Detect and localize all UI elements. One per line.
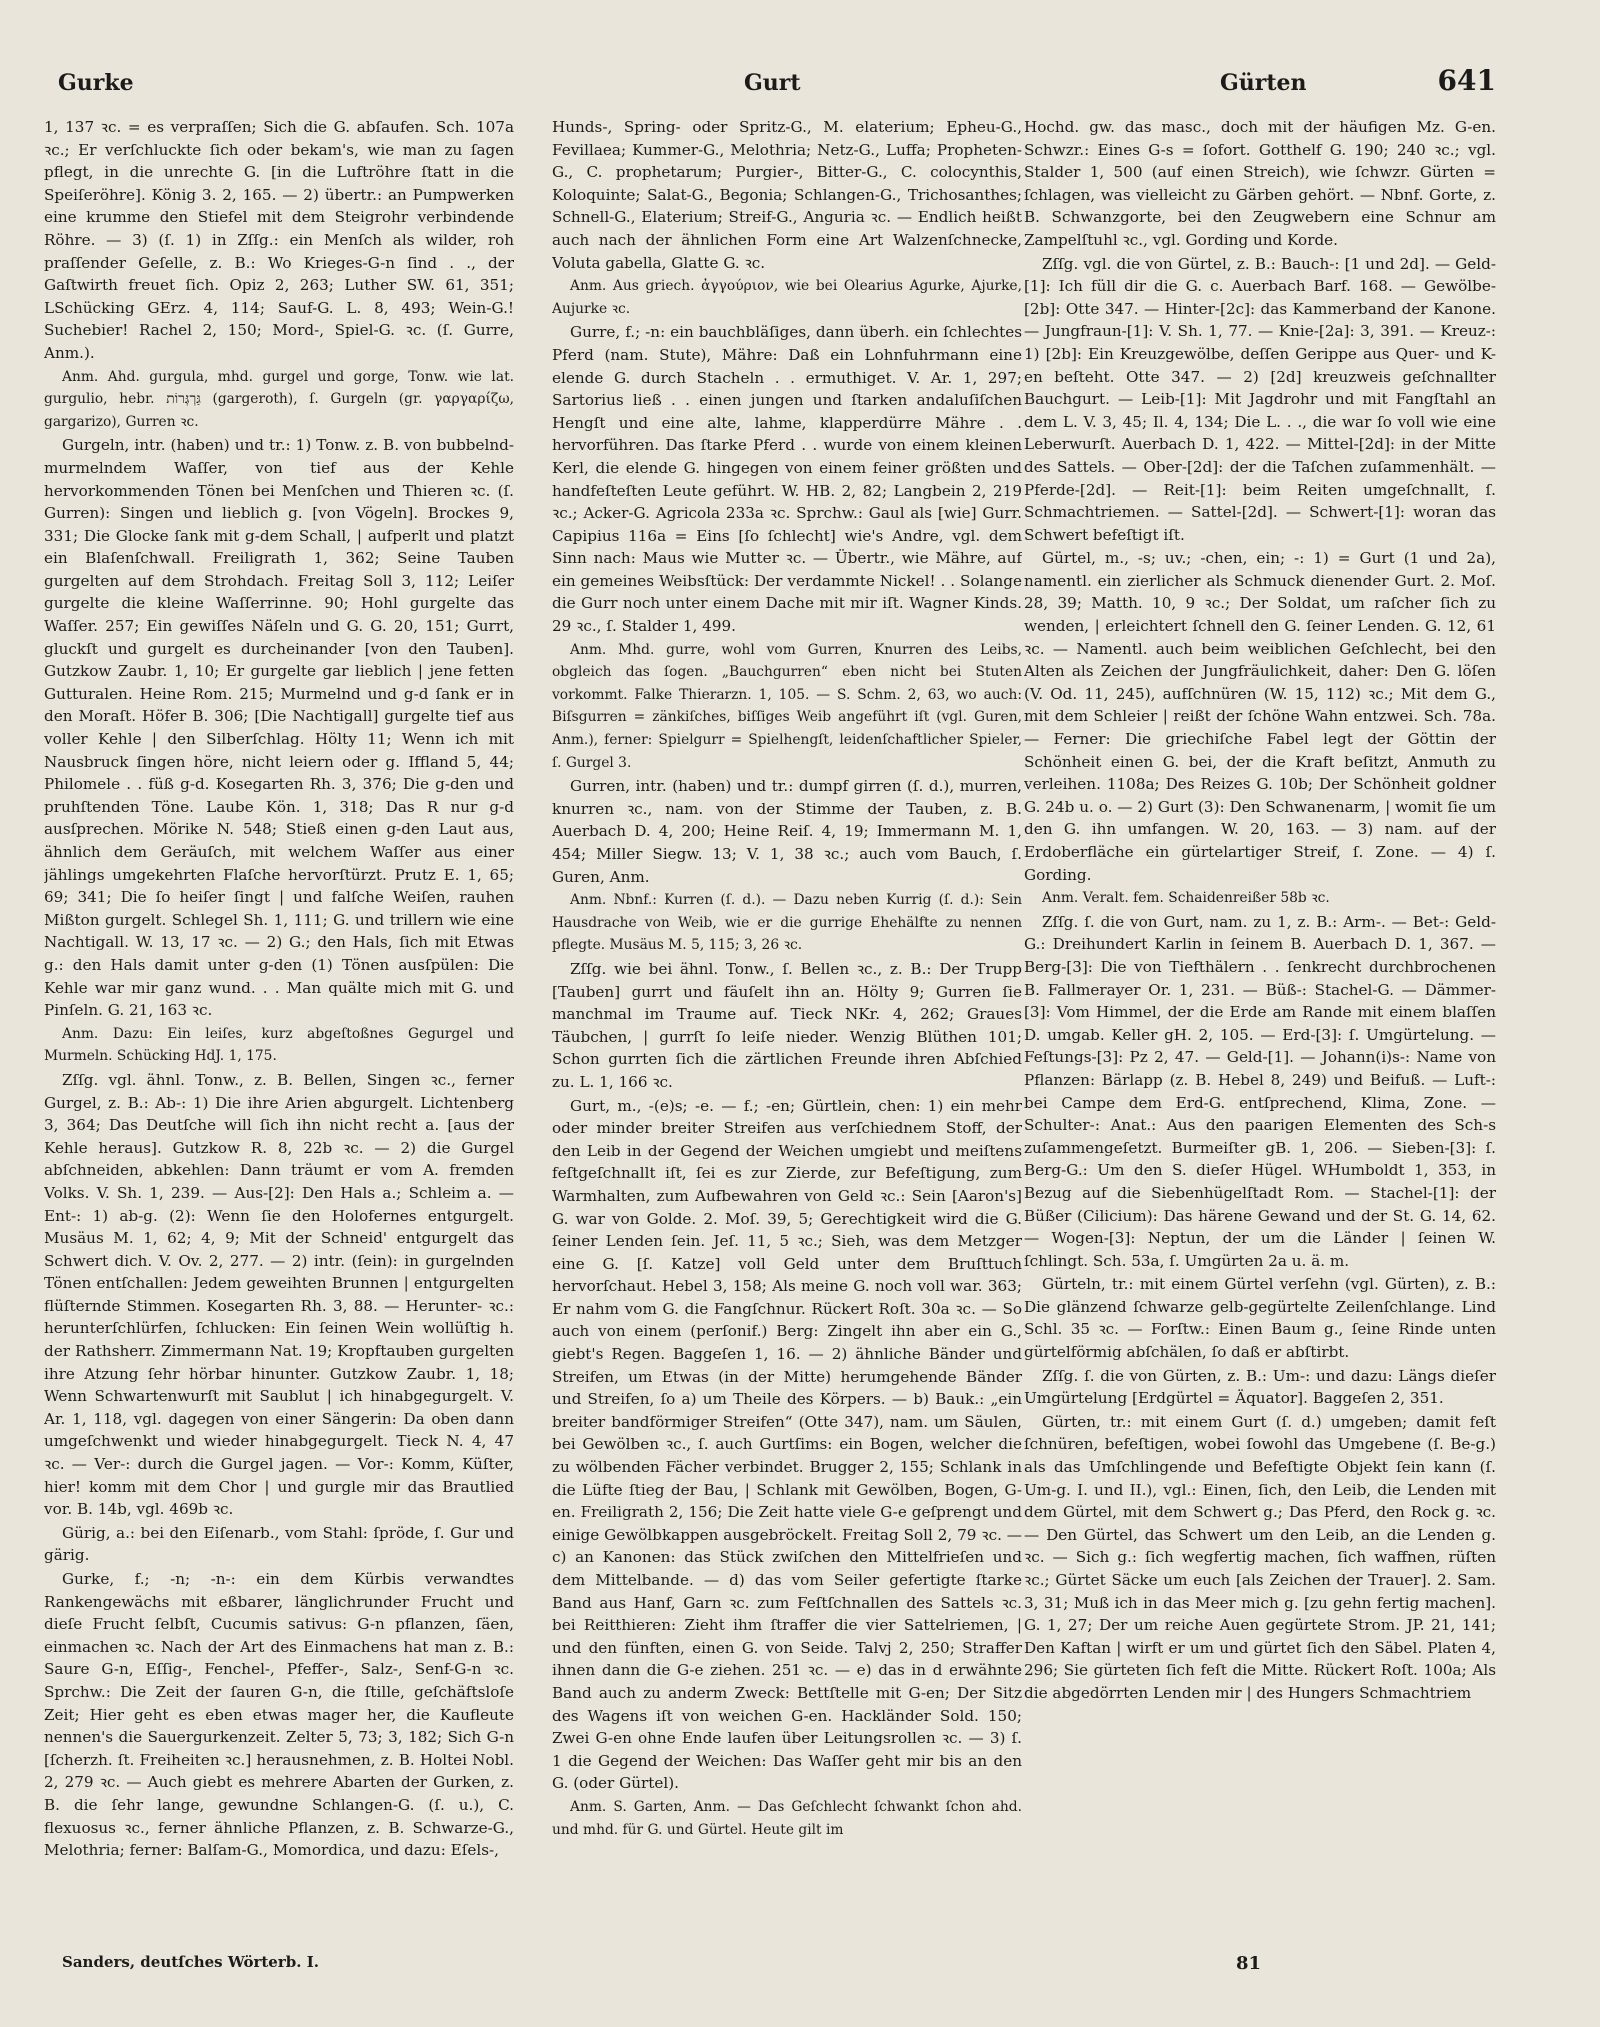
note-paragraph: Anm. Ahd. gurgula, mhd. gurgel und gorge, Tonw. wie lat. gurgulio, hebr. גַּרְגְּרוֹת (gargeroth), ſ. Gurgeln (gr. γαργαρίζω, gargarizo), Gurren ꝛc. bbox=[44, 368, 514, 430]
text-column-middle bbox=[552, 116, 1022, 1931]
dictionary-entry: Zſſg. vgl. ähnl. Tonw., z. B. Bellen, Singen ꝛc., ferner Gurgel, z. B.: Ab-: 1) Die ihre Arien abgurgelt. Lichtenberg 3, 364; Das Deutſche will ſich ihn nicht recht a. [aus der Kehle heraus]. Gutzkow R. 8, 22b ꝛc. — 2) die Gurgel abſchneiden, abkehlen: Dann träumt er vom A. fremden Volks. V. Sh. 1, 239. — Aus-[2]: Den Hals a.; Schleim a. — Ent-: 1) ab-g. (2): Wenn ſie den Holofernes entgurgelt. Musäus M. 1, 62; 4, 9; Mit der Schneid' entgurgelt das Schwert dich. V. Ov. 2, 277. — 2) intr. (ſein): in gurgelnden Tönen entſchallen: Jedem geweihten Brunnen | entgurgelten flüſternde Stimmen. Kosegarten Rh. 3, 88. — Herunter- ꝛc.: herunterſchlürfen, ſchlucken: Ein ſeinen Wein wollüſtig h. der Rathsherr. Zimmermann Nat. 19; Kropftauben gurgelten ihre Atzung ſehr hörbar hinunter. Gutzkow Zaubr. 1, 18; Wenn Schwartenwurſt mit Saublut | ich hinabgegurgelt. V. Ar. 1, 118, vgl. dagegen von einer Sängerin: Da oben dann umgeſchwenkt und wieder hinabgegurgelt. Tieck N. 4, 47 ꝛc. — Ver-: durch die Gurgel jagen. — Vor-: Komm, Küſter, hier! komm mit dem Chor | und gurgle mir das Brautlied vor. B. 14b, vgl. 469b ꝛc. bbox=[44, 1070, 514, 1519]
footer-publication: Sanders, deutſches Wörterb. I. bbox=[62, 1953, 319, 1971]
dictionary-entry: Zſſg. ſ. die von Gurt, nam. zu 1, z. B.: Arm-. — Bet-: Geld-G.: Dreihundert Karlin in ſeinem B. Auerbach D. 1, 367. — Berg-[3]: Die von Tiefthälern . . ſenkrecht durchbrochenen B. Fallmerayer Or. 1, 231. — Büß-: Stachel-G. — Dämmer-[3]: Vom Himmel, der die Erde am Rande mit einem blaſſen D. umgab. Keller gH. 2, 105. — Erd-[3]: ſ. Umgürtelung. — Feſtungs-[3]: Pz 2, 47. — Geld-[1]. — Johann(i)s-: Name von Pflanzen: Bärlapp (z. B. Hebel 8, 249) und Beifuß. — Luft-: bei Campe dem Erd-G. entſprechend, Klima, Zone. — Schulter-: Anat.: Aus den paarigen Elementen des Sch-s zuſammengeſetzt. Burmeiſter gB. 1, 206. — Sieben-[3]: ſ. Berg-G.: Um den S. dieſer Hügel. WHumboldt 1, 353, in Bezug auf die Siebenhügelſtadt Rom. — Stachel-[1]: der Büßer (Cilicium): Das härene Gewand und der St. G. 14, 62. — Wogen-[3]: Neptun, der um die Länder | ſeinen W. ſchlingt. Sch. 53a, ſ. Umgürten 2a u. ä. m. bbox=[1024, 912, 1496, 1270]
note-paragraph: Anm. Nbnf.: Kurren (ſ. d.). — Dazu neben Kurrig (ſ. d.): Sein Hausdrache von Weib, wie er die gurrige Ehehälfte zu nennen pflegte. Musäus M. 5, 115; 3, 26 ꝛc. bbox=[552, 892, 1022, 954]
note-paragraph: Anm. Aus griech. ἀγγούριον, wie bei Olearius Agurke, Ajurke, Aujurke ꝛc. bbox=[552, 278, 1022, 317]
dictionary-entry: Gürtel, m., -s; uv.; -chen, ein; -: 1) = Gurt (1 und 2a), namentl. ein zierlicher als Schmuck dienender Gurt. 2. Moſ. 28, 39; Matth. 10, 9 ꝛc.; Der Soldat, um raſcher ſich zu wenden, | erleichtert ſchnell den G. ſeiner Lenden. G. 12, 61 ꝛc. — Namentl. auch beim weiblichen Geſchlecht, bei den Alten als Zeichen der Jungfräulichkeit, daher: Den G. löſen (V. Od. 11, 245), aufſchnüren (W. 15, 112) ꝛc.; Mit dem G., mit dem Schleier | reißt der ſchöne Wahn entzwei. Sch. 78a. — Ferner: Die griechiſche Fabel legt der Göttin der Schönheit einen G. bei, der die Kraft beſitzt, Anmuth zu verleihen. 1108a; Des Reizes G. 10b; Der Schönheit goldner G. 24b u. o. — 2) Gurt (3): Den Schwanenarm, | womit ſie um den G. ihn umfangen. W. 20, 163. — 3) nam. auf der Erdoberfläche ein gürtelartiger Streif, ſ. Zone. — 4) ſ. Gording. bbox=[1024, 549, 1496, 884]
dictionary-entry: Zſſg. wie bei ähnl. Tonw., ſ. Bellen ꝛc., z. B.: Der Trupp [Tauben] gurrt und fäuſelt ihn an. Hölty 9; Gurren ſie manchmal im Traume auf. Tieck NKr. 4, 262; Graues Täubchen, | gurrſt ſo leiſe nieder. Wenzig Blüthen 101; Schon gurrten ſich die zärtlichen Freunde ihren Abſchied zu. L. 1, 166 ꝛc. bbox=[552, 959, 1022, 1091]
header-guideword-right: Gürten bbox=[1220, 70, 1307, 96]
dictionary-entry: Gurren, intr. (haben) und tr.: dumpf girren (ſ. d.), murren, knurren ꝛc., nam. von der Stimme der Tauben, z. B. Auerbach D. 4, 200; Heine Reiſ. 4, 19; Immermann M. 1, 454; Miller Siegw. 13; V. 1, 38 ꝛc.; auch vom Bauch, ſ. Guren, Anm. bbox=[552, 777, 1022, 886]
header-guideword-center: Gurt bbox=[744, 70, 801, 96]
header-guideword-left: Gurke bbox=[58, 70, 134, 96]
signature-mark: 81 bbox=[1236, 1953, 1262, 1974]
dictionary-entry: Zſſg. vgl. die von Gürtel, z. B.: Bauch-: [1 und 2d]. — Geld-[1]: Ich füll dir die G. c. Auerbach Barf. 168. — Gewölbe-[2b]: Otte 347. — Hinter-[2c]: das Kammerband der Kanone. — Jungfraun-[1]: V. Sh. 1, 77. — Knie-[2a]: 3, 391. — Kreuz-: 1) [2b]: Ein Kreuzgewölbe, deſſen Gerippe aus Quer- und K-en beſteht. Otte 347. — 2) [2d] kreuzweis geſchnallter Bauchgurt. — Leib-[1]: Mit Jagdrohr und mit Fangſtahl an dem L. V. 3, 45; Il. 4, 134; Die L. . ., die war ſo voll wie eine Leberwurſt. Auerbach D. 1, 422. — Mittel-[2d]: in der Mitte des Sattels. — Ober-[2d]: der die Taſchen zuſammenhält. — Pferde-[2d]. — Reit-[1]: beim Reiten umgeſchnallt, ſ. Schmachtriemen. — Sattel-[2d]. — Schwert-[1]: woran das Schwert befeſtigt iſt. bbox=[1024, 254, 1496, 544]
dictionary-entry: Gürteln, tr.: mit einem Gürtel verſehn (vgl. Gürten), z. B.: Die glänzend ſchwarze gelb-gegürtelte Zeilenſchlange. Lind Schl. 35 ꝛc. — Forſtw.: Einen Baum g., ſeine Rinde unten gürtelförmig abſchälen, ſo daß er abſtirbt. bbox=[1024, 1275, 1496, 1362]
continued-text: Hochd. gw. das masc., doch mit der häufigen Mz. G-en. Schwzr.: Eines G-s = ſofort. Gotthelf G. 190; 240 ꝛc.; vgl. Stalder 1, 500 (auf einen Streich), wie ſchwzr. Gürten = ſchlagen, was vielleicht zu Gärben gehört. — Nbnf. Gorte, z. B. Schwanzgorte, bei den Zeugwebern eine Schnur am Zampelſtuhl ꝛc., vgl. Gording und Korde. bbox=[1024, 118, 1496, 249]
text-column-right bbox=[1024, 116, 1496, 1931]
dictionary-entry: Gurre, f.; -n: ein bauchbläſiges, dann überh. ein ſchlechtes Pferd (nam. Stute), Mähre: Daß ein Lohnfuhrmann eine elende G. durch Stacheln . . ermuthiget. V. Ar. 1, 297; Sartorius ließ . . einen jungen und ſtarken andaluſiſchen Hengſt und eine alte, lahme, klapperdürre Mähre . . hervorführen. Das ſtarke Pferd . . wurde von einem kleinen Kerl, die elende G. hingegen von einem feiner größten und handfeſteſten Leute geführt. W. HB. 2, 82; Langbein 2, 219 ꝛc.; Acker-G. Agricola 233a ꝛc. Sprchw.: Gaul als [wie] Gurr. Capipius 116a = Eins [ſo ſchlecht] wie's Andre, vgl. dem Sinn nach: Maus wie Mutter ꝛc. — Übertr., wie Mähre, auf ein gemeines Weibsſtück: Der verdammte Nickel! . . Solange die Gurr noch unter einem Dache mit mir iſt. Wagner Kinds. 29 ꝛc., ſ. Stalder 1, 499. bbox=[552, 323, 1022, 636]
dictionary-entry: Zſſg. ſ. die von Gürten, z. B.: Um-: und dazu: Längs dieſer Umgürtelung [Erdgürtel = Äquator]. Baggeſen 2, 351. bbox=[1024, 1366, 1496, 1408]
continued-text: 1, 137 ꝛc. = es verpraſſen; Sich die G. abſaufen. Sch. 107a ꝛc.; Er verſchluckte ſich oder bekam's, wie man zu ſagen pflegt, in die unrechte G. [in die Luftröhre ſtatt in die Speiſeröhre]. König 3. 2, 165. — 2) übertr.: an Pumpwerken eine krumme den Stiefel mit dem Steigrohr verbindende Röhre. — 3) (ſ. 1) in Zſſg.: ein Menſch als wilder, roh praſſender Geſelle, z. B.: Wo Krieges-G-n ſind . ., der Gaſtwirth freuet ſich. Opiz 2, 263; Luther SW. 61, 351; LSchücking GErz. 4, 114; Sauf-G. L. 8, 493; Wein-G.! Suchebier! Rachel 2, 150; Mord-, Spiel-G. ꝛc. (ſ. Gurre, Anm.). bbox=[44, 118, 514, 362]
dictionary-entry: Gurke, f.; -n; -n-: ein dem Kürbis verwandtes Rankengewächs mit eßbarer, länglichrunder Frucht und dieſe Frucht ſelbſt, Cucumis sativus: G-n pflanzen, ſäen, einmachen ꝛc. Nach der Art des Einmachens hat man z. B.: Saure G-n, Eſſig-, Fenchel-, Pfeffer-, Salz-, Senf-G-n ꝛc. Sprchw.: Die Zeit der ſauren G-n, die ſtille, geſchäftsloſe Zeit; Hier geht es eben etwas mager her, die Kaufleute nennen's die Sauergurkenzeit. Zelter 5, 73; 3, 182; Sich G-n [ſcherzh. ſt. Freiheiten ꝛc.] herausnehmen, z. B. Holtei Nobl. 2, 279 ꝛc. — Auch giebt es mehrere Abarten der Gurken, z. B. die ſehr lange, gewundne Schlangen-G. (ſ. u.), C. flexuosus ꝛc., ferner ähnliche Pflanzen, z. B. Schwarze-G., Melothria; ferner: Balſam-G., Momordica, und dazu: Eſels-, bbox=[44, 1570, 514, 1860]
dictionary-entry: Gurgeln, intr. (haben) und tr.: 1) Tonw. z. B. von bubbelnd-murmelndem Waſſer, von tief aus der Kehle hervorkommenden Tönen bei Menſchen und Thieren ꝛc. (ſ. Gurren): Singen und lieblich g. [von Vögeln]. Brockes 9, 331; Die Glocke ſank mit g-dem Schall, | aufperlt und platzt ein Blaſenſchwall. Freiligrath 1, 362; Seine Tauben gurgelten auf dem Strohdach. Freitag Soll 3, 112; Leiſer gurgelte die kleine Waſſerrinne. 90; Hohl gurgelte das Waſſer. 257; Ein gewiſſes Näſeln und G. G. 20, 151; Gurrt, gluckſt und gurgelt es durcheinander [von den Tauben]. Gutzkow Zaubr. 1, 10; Er gurgelte gar lieblich | jene fetten Gutturalen. Heine Rom. 215; Murmelnd und g-d ſank er in den Moraſt. Höfer B. 306; [Die Nachtigall] gurgelte tief aus voller Kehle | den Silberſchlag. Hölty 11; Wenn ich mit Nausbruck ſingen höre, nicht leiern oder g. Iffland 5, 44; Philomele . . füß g-d. Kosegarten Rh. 3, 376; Die g-den und pruhſtenden Töne. Laube Kön. 1, 318; Das R nur g-d ausſprechen. Mörike N. 548; Stieß einen g-den Laut aus, ähnlich dem Geräuſch, mit welchem Waſſer aus einer jählings umgekehrten Flaſche hervorſtürzt. Prutz E. 1, 65; 69; 341; Die ſo heiſer ſingt | und falſche Weiſen, rauhen Mißton gurgelt. Schlegel Sh. 1, 111; G. und trillern wie eine Nachtigall. W. 13, 17 ꝛc. — 2) G.; den Hals, ſich mit Etwas g.: den Hals damit unter g-den (1) Tönen ausſpülen: Die Kehle war mir ganz wund. . . Man quälte mich mit G. und Pinſeln. G. 21, 163 ꝛc. bbox=[44, 436, 514, 1020]
running-header bbox=[44, 64, 1496, 104]
dictionary-entry: Gürig, a.: bei den Eiſenarb., vom Stahl: ſpröde, ſ. Gur und gärig. bbox=[44, 1523, 514, 1565]
note-paragraph: Anm. S. Garten, Anm. — Das Geſchlecht ſchwankt ſchon ahd. und mhd. für G. und Gürtel. Heute gilt im bbox=[552, 1798, 1022, 1838]
page-number: 641 bbox=[1437, 64, 1496, 97]
dictionary-entry: Gurt, m., -(e)s; -e. — f.; -en; Gürtlein, chen: 1) ein mehr oder minder breiter Streifen aus verſchiednem Stoff, der den Leib in der Gegend der Weichen umgiebt und meiſtens feſtgeſchnallt iſt, ſei es zur Zierde, zur Befeſtigung, zum Warmhalten, zum Aufbewahren von Geld ꝛc.: Sein [Aaron's] G. war von Golde. 2. Moſ. 39, 5; Gerechtigkeit wird die G. ſeiner Lenden ſein. Jeſ. 11, 5 ꝛc.; Sieh, was dem Metzger eine G. [ſ. Katze] voll Geld unter dem Bruſttuch hervorſchaut. Hebel 3, 158; Als meine G. noch voll war. 363; Er nahm vom G. die Fangſchnur. Rückert Roſt. 30a ꝛc. — So auch von einem (perſonif.) Berg: Zingelt ihn aber ein G., giebt's Regen. Baggeſen 1, 16. — 2) ähnliche Bänder und Streifen, um Etwas (in der Mitte) herumgehende Bänder und Streifen, ſo a) um Theile des Körpers. — b) Bauk.: „ein breiter bandförmiger Streifen“ (Otte 347), nam. um Säulen, bei Gewölben ꝛc., ſ. auch Gurtſims: ein Bogen, welcher die zu wölbenden Fächer verbindet. Brugger 2, 155; Schlank in die Lüfte ſtieg der Bau, | Schlank mit Gewölben, Bogen, G-en. Freiligrath 2, 156; Die Zeit hatte viele G-e geſprengt und einige Gewölbkappen ausgebröckelt. Freitag Soll 2, 79 ꝛc. — c) an Kanonen: das Stück zwiſchen den Mittelfrieſen und dem Mittelbande. — d) das vom Seiler gefertigte ſtarke Band aus Hanf, Garn ꝛc. zum Feſtſchnallen des Sattels ꝛc. bei Reitthieren: Zieht ihm ſtraffer die vier Sattelriemen, | und den fünften, einen G. von Seide. Talvj 2, 250; Straffer ihnen dann die G-e ziehen. 251 ꝛc. — e) das in d erwähnte Band auch zu anderm Zweck: Bettſtelle mit G-en; Der Sitz des Wagens iſt von weichen G-en. Hackländer Sold. 150; Zwei G-en ohne Ende laufen über Leitungsrollen ꝛc. — 3) ſ. 1 die Gegend der Weichen: Das Waſſer geht mir bis an den G. (oder Gürtel). bbox=[552, 1096, 1022, 1793]
text-column-left bbox=[44, 116, 514, 1931]
dictionary-entry: Gürten, tr.: mit einem Gurt (ſ. d.) umgeben; damit feſt ſchnüren, befeſtigen, wobei ſowohl das Umgebene (ſ. Be-g.) als das Umſchlingende und Befeſtigte Objekt ſein kann (ſ. Um-g. I. und II.), vgl.: Einen, ſich, den Leib, die Lenden mit dem Gürtel, mit dem Schwert g.; Das Pferd, den Rock g. ꝛc. — Den Gürtel, das Schwert um den Leib, an die Lenden g. ꝛc. — Sich g.: ſich wegfertig machen, ſich waffnen, rüſten ꝛc.; Gürtet Säcke um euch [als Zeichen der Trauer]. 2. Sam. 3, 31; Muß ich in das Meer mich g. [zu gehn fertig machen]. G. 1, 27; Der um reiche Auen gegürtete Strom. JP. 21, 141; Den Kaftan | wirft er um und gürtet ſich den Säbel. Platen 4, 296; Sie gürteten ſich feſt die Mitte. Rückert Roſt. 100a; Als die abgedörrten Lenden mir | des Hungers Schmachtriem bbox=[1024, 1412, 1496, 1702]
continued-text: Hunds-, Spring- oder Spritz-G., M. elaterium; Epheu-G., Fevillaea; Kummer-G., Melothria; Netz-G., Luffa; Propheten-G., C. prophetarum; Purgier-, Bitter-G., C. colocynthis, Koloquinte; Salat-G., Begonia; Schlangen-G., Trichosanthes; Schnell-G., Elaterium; Streif-G., Anguria ꝛc. — Endlich heißt auch nach der ähnlichen Form eine Art Walzenſchnecke, Voluta gabella, Glatte G. ꝛc. bbox=[552, 118, 1022, 272]
note-paragraph: Anm. Dazu: Ein leiſes, kurz abgeſtoßnes Gegurgel und Murmeln. Schücking HdJ. 1, 175. bbox=[44, 1025, 514, 1065]
note-paragraph: Anm. Mhd. gurre, wohl vom Gurren, Knurren des Leibs, obgleich das ſogen. „Bauchgurren“ eben nicht bei Stuten vorkommt. Falke Thierarzn. 1, 105. — S. Schm. 2, 63, wo auch: Biſsgurren = zänkiſches, biſſiges Weib angeführt iſt (vgl. Guren, Anm.), ferner: Spielgurr = Spielhengſt, leidenſchaftlicher Spieler, ſ. Gurgel 3. bbox=[552, 641, 1022, 771]
note-paragraph: Anm. Veralt. fem. Schaidenreißer 58b ꝛc. bbox=[1042, 890, 1330, 907]
